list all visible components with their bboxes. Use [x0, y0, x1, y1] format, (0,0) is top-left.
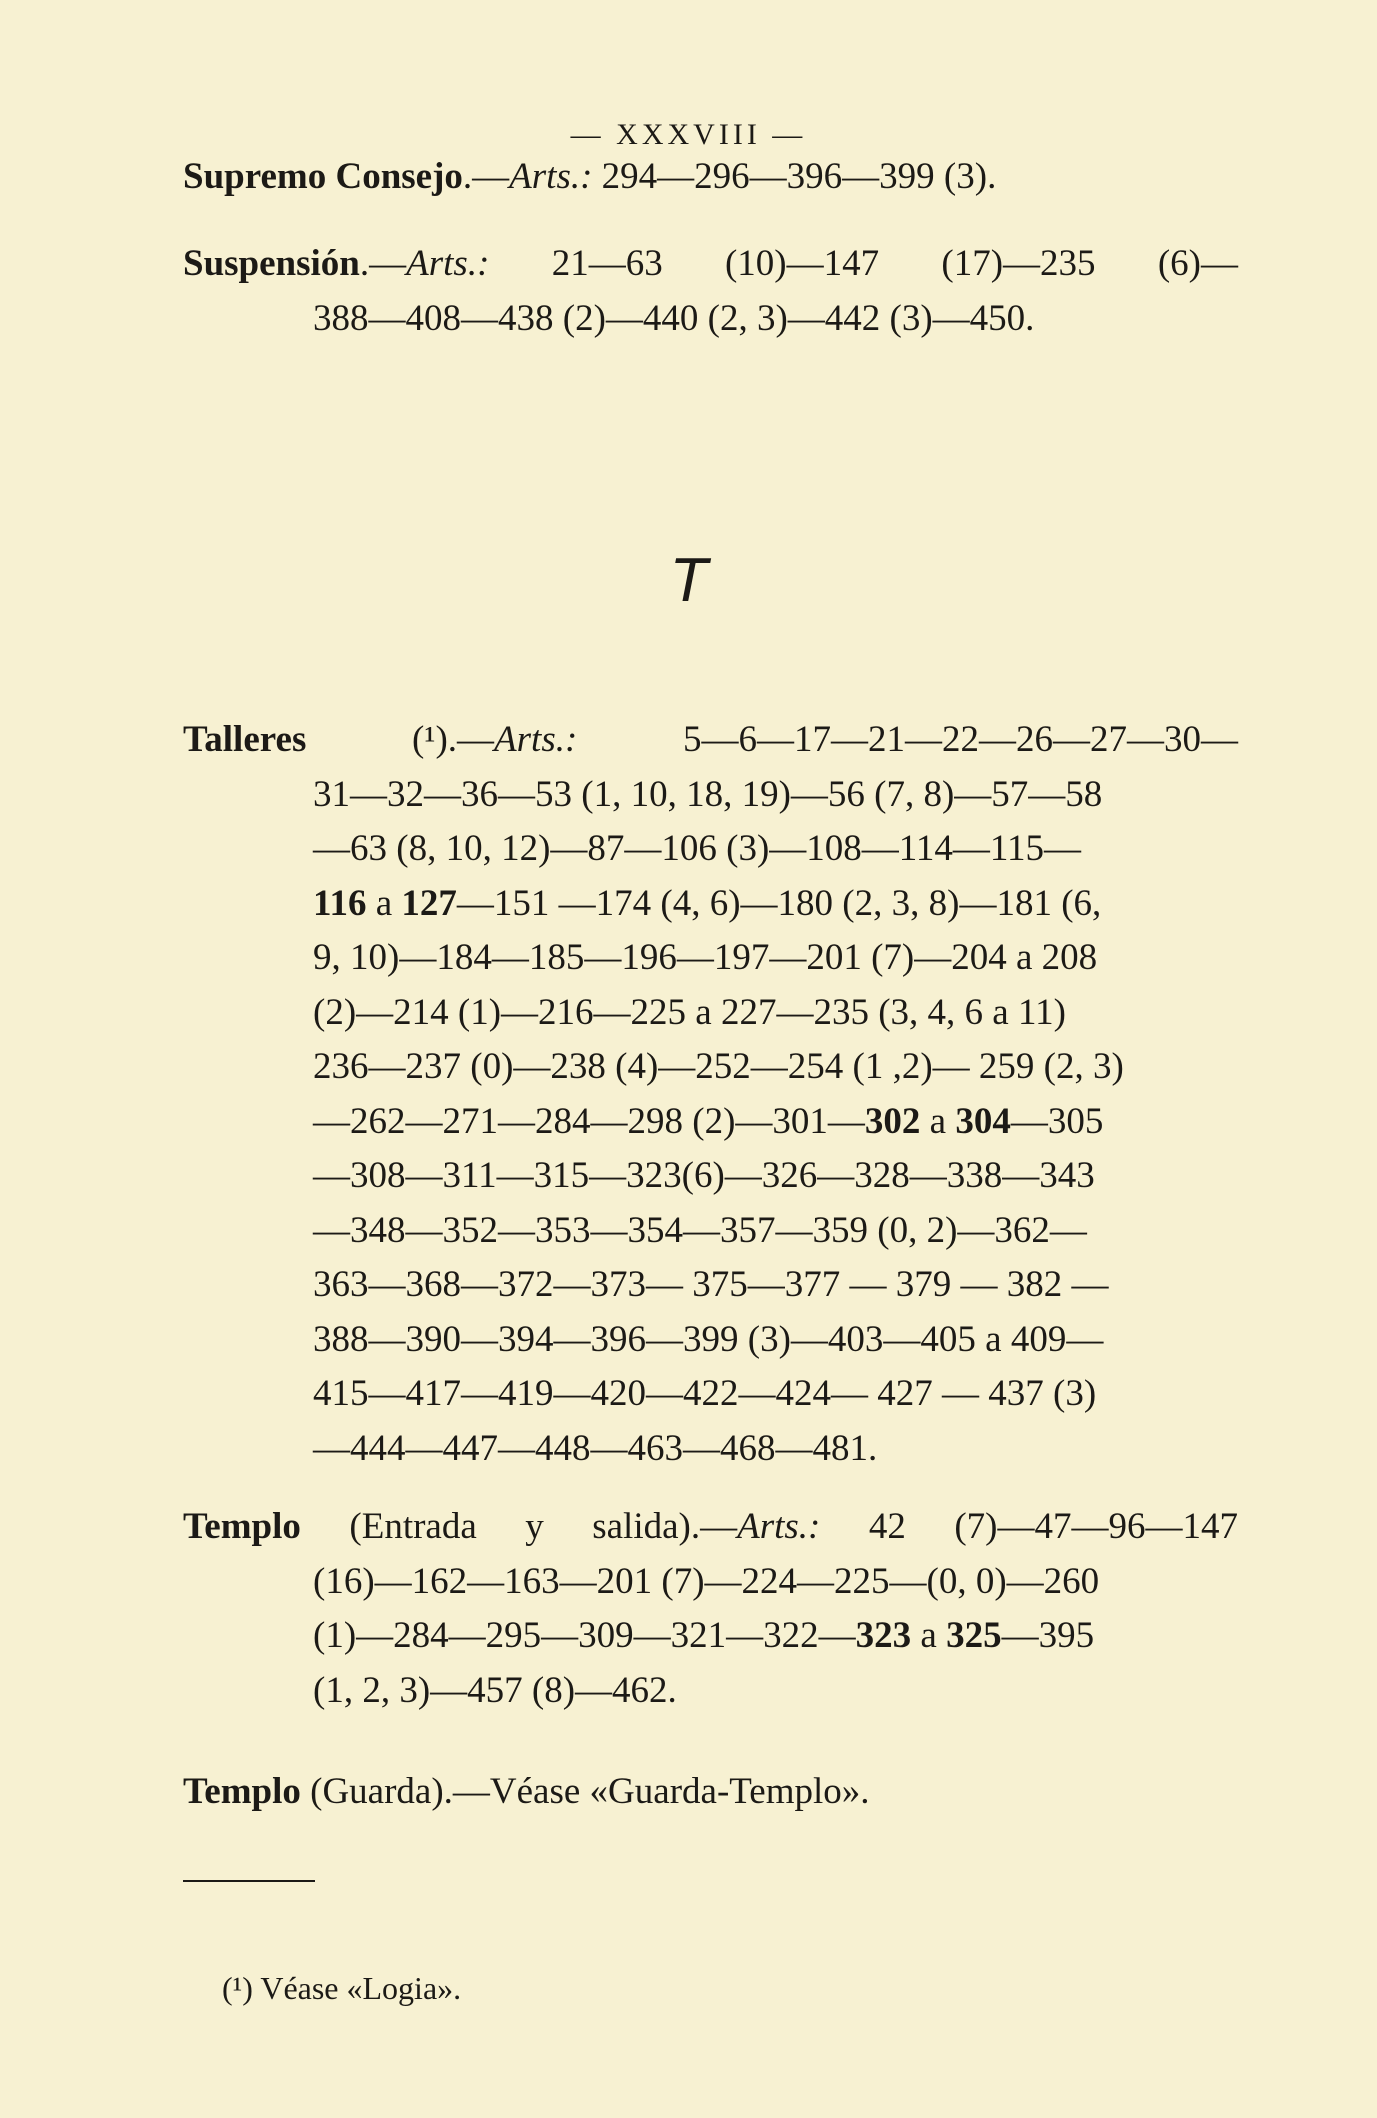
article-refs: 5—6—17—21—22—26—27—30—	[683, 719, 1238, 760]
article-refs: —395	[1001, 1615, 1095, 1656]
article-refs: —262—271—284—298 (2)—301—	[313, 1100, 865, 1142]
arts-label: Arts.:	[509, 156, 593, 197]
article-refs-line: —308—311—315—323(6)—326—328—338—343	[313, 1155, 1095, 1196]
article-refs-line: (16)—162—163—201 (7)—224—225—(0, 0)—260	[313, 1560, 1100, 1602]
article-refs-line: —348—352—353—354—357—359 (0, 2)—362—	[313, 1209, 1087, 1251]
article-refs-line: 388—408—438 (2)—440 (2, 3)—442 (3)—450.	[313, 297, 1035, 339]
bold-ref: 127	[401, 882, 457, 924]
page-number: — XXXVIII —	[570, 118, 807, 151]
cross-reference: (Guarda).—Véase «Guarda-Templo».	[310, 1771, 870, 1812]
entry-term: Talleres	[183, 719, 307, 760]
article-refs-line: (1, 2, 3)—457 (8)—462.	[313, 1669, 677, 1711]
range-word: a	[920, 1100, 956, 1142]
footnote-mark: (¹)	[222, 1970, 253, 2006]
range-word: a	[911, 1615, 947, 1656]
bold-ref: 323	[855, 1615, 912, 1656]
article-refs-line: (2)—214 (1)—216—225 a 227—235 (3, 4, 6 a 11)	[313, 991, 1066, 1033]
article-refs-line: 363—368—372—373— 375—377 — 379 — 382 —	[313, 1264, 1109, 1305]
article-refs-line: 9, 10)—184—185—196—197—201 (7)—204 a 208	[313, 937, 1098, 978]
article-refs-line	[183, 877, 1238, 932]
entry-heading-line	[183, 1500, 1238, 1555]
entry-heading-line: Suspensión.—Arts.: 21—63 (10)—147 (17)—235 (6)—	[183, 243, 1238, 284]
article-refs-line	[183, 1095, 1238, 1150]
entry-supremo-consejo	[183, 150, 1238, 205]
article-refs: 42 (7)—47—96—147	[868, 1506, 1239, 1547]
footnote-text: Véase «Logia».	[260, 1970, 462, 2006]
arts-label: Arts.:	[737, 1506, 821, 1547]
entry-heading-line: Talleres (¹).—Arts.: 5—6—17—21—22—26—27—30—	[183, 719, 1238, 760]
range-word: a	[366, 882, 402, 924]
entry-term: Suspensión	[183, 243, 360, 284]
entry-templo-guarda	[183, 1765, 1238, 1820]
footnote-ref: (¹)	[412, 719, 448, 760]
bold-ref: 116	[313, 882, 367, 924]
bold-ref: 325	[946, 1615, 1002, 1656]
entry-term: Supremo Consejo	[183, 156, 463, 197]
article-refs-line: 236—237 (0)—238 (4)—252—254 (1 ,2)— 259 (2, 3)	[313, 1046, 1124, 1087]
article-refs-line: 31—32—36—53 (1, 10, 18, 19)—56 (7, 8)—57—58	[313, 773, 1103, 815]
entry-templo-entrada	[183, 1500, 1238, 1718]
bold-ref: 302	[864, 1100, 921, 1142]
entry-term: Templo	[183, 1506, 301, 1547]
bold-ref: 304	[955, 1100, 1011, 1142]
entry-heading-line	[183, 1765, 1238, 1820]
article-refs: —151 —174 (4, 6)—180 (2, 3, 8)—181 (6,	[456, 882, 1102, 924]
article-refs-line: —444—447—448—463—468—481.	[313, 1427, 878, 1469]
footnote-rule	[183, 1880, 315, 1882]
section-letter: T	[669, 546, 708, 615]
arts-label: Arts.:	[406, 243, 490, 284]
article-refs-line: 388—390—394—396—399 (3)—403—405 a 409—	[313, 1318, 1104, 1360]
article-refs: 21—63 (10)—147 (17)—235 (6)—	[551, 243, 1238, 284]
footnote	[222, 1970, 461, 2007]
entry-heading-line: Supremo Consejo.—Arts.: 294—296—396—399 (3).	[183, 156, 997, 197]
article-refs-line: 415—417—419—420—422—424— 427 — 437 (3)	[313, 1373, 1097, 1414]
entry-talleres	[183, 713, 1238, 1476]
article-refs: —305	[1010, 1100, 1104, 1142]
entry-suspension	[183, 237, 1238, 346]
article-refs: (1)—284—295—309—321—322—	[313, 1615, 856, 1656]
article-refs: 294—296—396—399 (3).	[601, 156, 997, 197]
arts-label: Arts.:	[494, 719, 578, 760]
entry-subterm: (Entrada y salida).—	[349, 1506, 738, 1547]
entry-term: Templo	[183, 1771, 301, 1812]
article-refs-line	[183, 1609, 1238, 1664]
article-refs-line: —63 (8, 10, 12)—87—106 (3)—108—114—115—	[313, 828, 1082, 869]
